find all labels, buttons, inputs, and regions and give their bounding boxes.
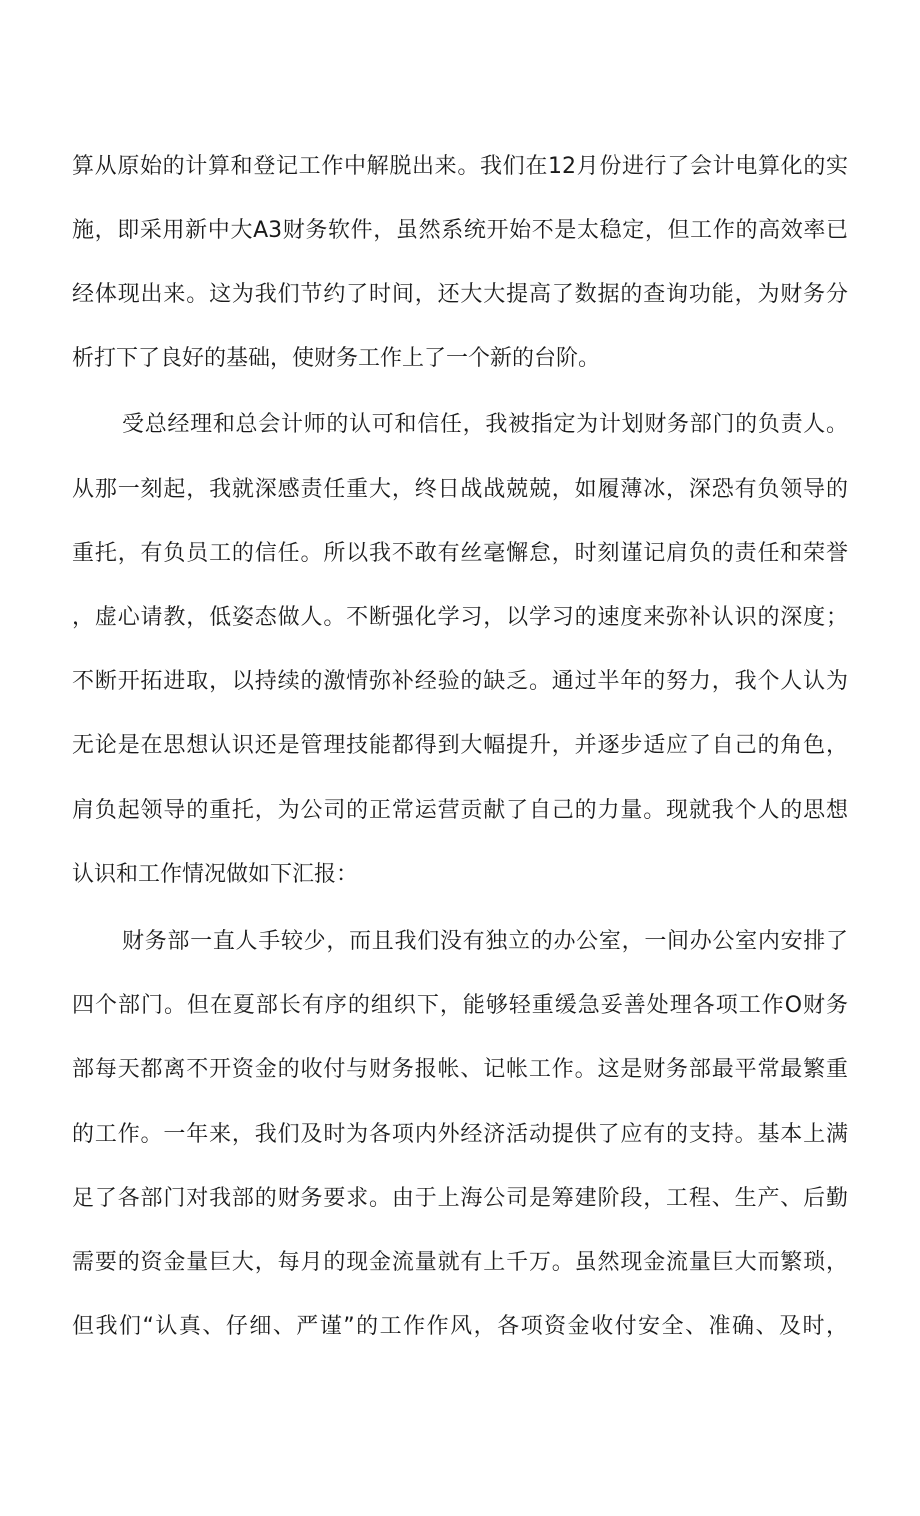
text-line: 的工作。一年来，我们及时为各项内外经济活动提供了应有的支持。基本上满 bbox=[72, 1122, 848, 1147]
text-line: 不断开拓进取，以持续的激情弥补经验的缺乏。通过半年的努力，我个人认为 bbox=[72, 669, 848, 694]
text-line: 重托，有负员工的信任。所以我不敢有丝毫懈怠，时刻谨记肩负的责任和荣誉 bbox=[72, 541, 848, 566]
text-line: 施，即采用新中大A3财务软件，虽然系统开始不是太稳定，但工作的高效率已 bbox=[72, 218, 848, 243]
text-line: 从那一刻起，我就深感责任重大，终日战战兢兢，如履薄冰，深恐有负领导的 bbox=[72, 477, 848, 502]
text-line: 但我们“认真、仔细、严谨”的工作作风，各项资金收付安全、准确、及时， bbox=[72, 1314, 848, 1339]
text-line: 肩负起领导的重托，为公司的正常运营贡献了自己的力量。现就我个人的思想 bbox=[72, 798, 848, 823]
text-line: 需要的资金量巨大，每月的现金流量就有上千万。虽然现金流量巨大而繁琐， bbox=[72, 1250, 848, 1275]
text-line: 受总经理和总会计师的认可和信任，我被指定为计划财务部门的负责人。 bbox=[122, 412, 848, 437]
text-line: 算从原始的计算和登记工作中解脱出来。我们在12月份进行了会计电算化的实 bbox=[72, 154, 848, 179]
text-line: 部每天都离不开资金的收付与财务报帐、记帐工作。这是财务部最平常最繁重 bbox=[72, 1057, 848, 1082]
text-line: 足了各部门对我部的财务要求。由于上海公司是筹建阶段，工程、生产、后勤 bbox=[72, 1186, 848, 1211]
text-line: 无论是在思想认识还是管理技能都得到大幅提升，并逐步适应了自己的角色， bbox=[72, 733, 848, 758]
text-line: 析打下了良好的基础，使财务工作上了一个新的台阶。 bbox=[72, 346, 601, 371]
text-line: 财务部一直人手较少，而且我们没有独立的办公室，一间办公室内安排了 bbox=[122, 929, 848, 954]
text-line: 四个部门。但在夏部长有序的组织下，能够轻重缓急妥善处理各项工作O财务 bbox=[72, 993, 848, 1018]
text-line: 认识和工作情况做如下汇报： bbox=[72, 862, 359, 887]
text-line: ，虚心请教，低姿态做人。不断强化学习，以学习的速度来弥补认识的深度； bbox=[72, 605, 848, 630]
text-line: 经体现出来。这为我们节约了时间，还大大提高了数据的查询功能，为财务分 bbox=[72, 282, 848, 307]
